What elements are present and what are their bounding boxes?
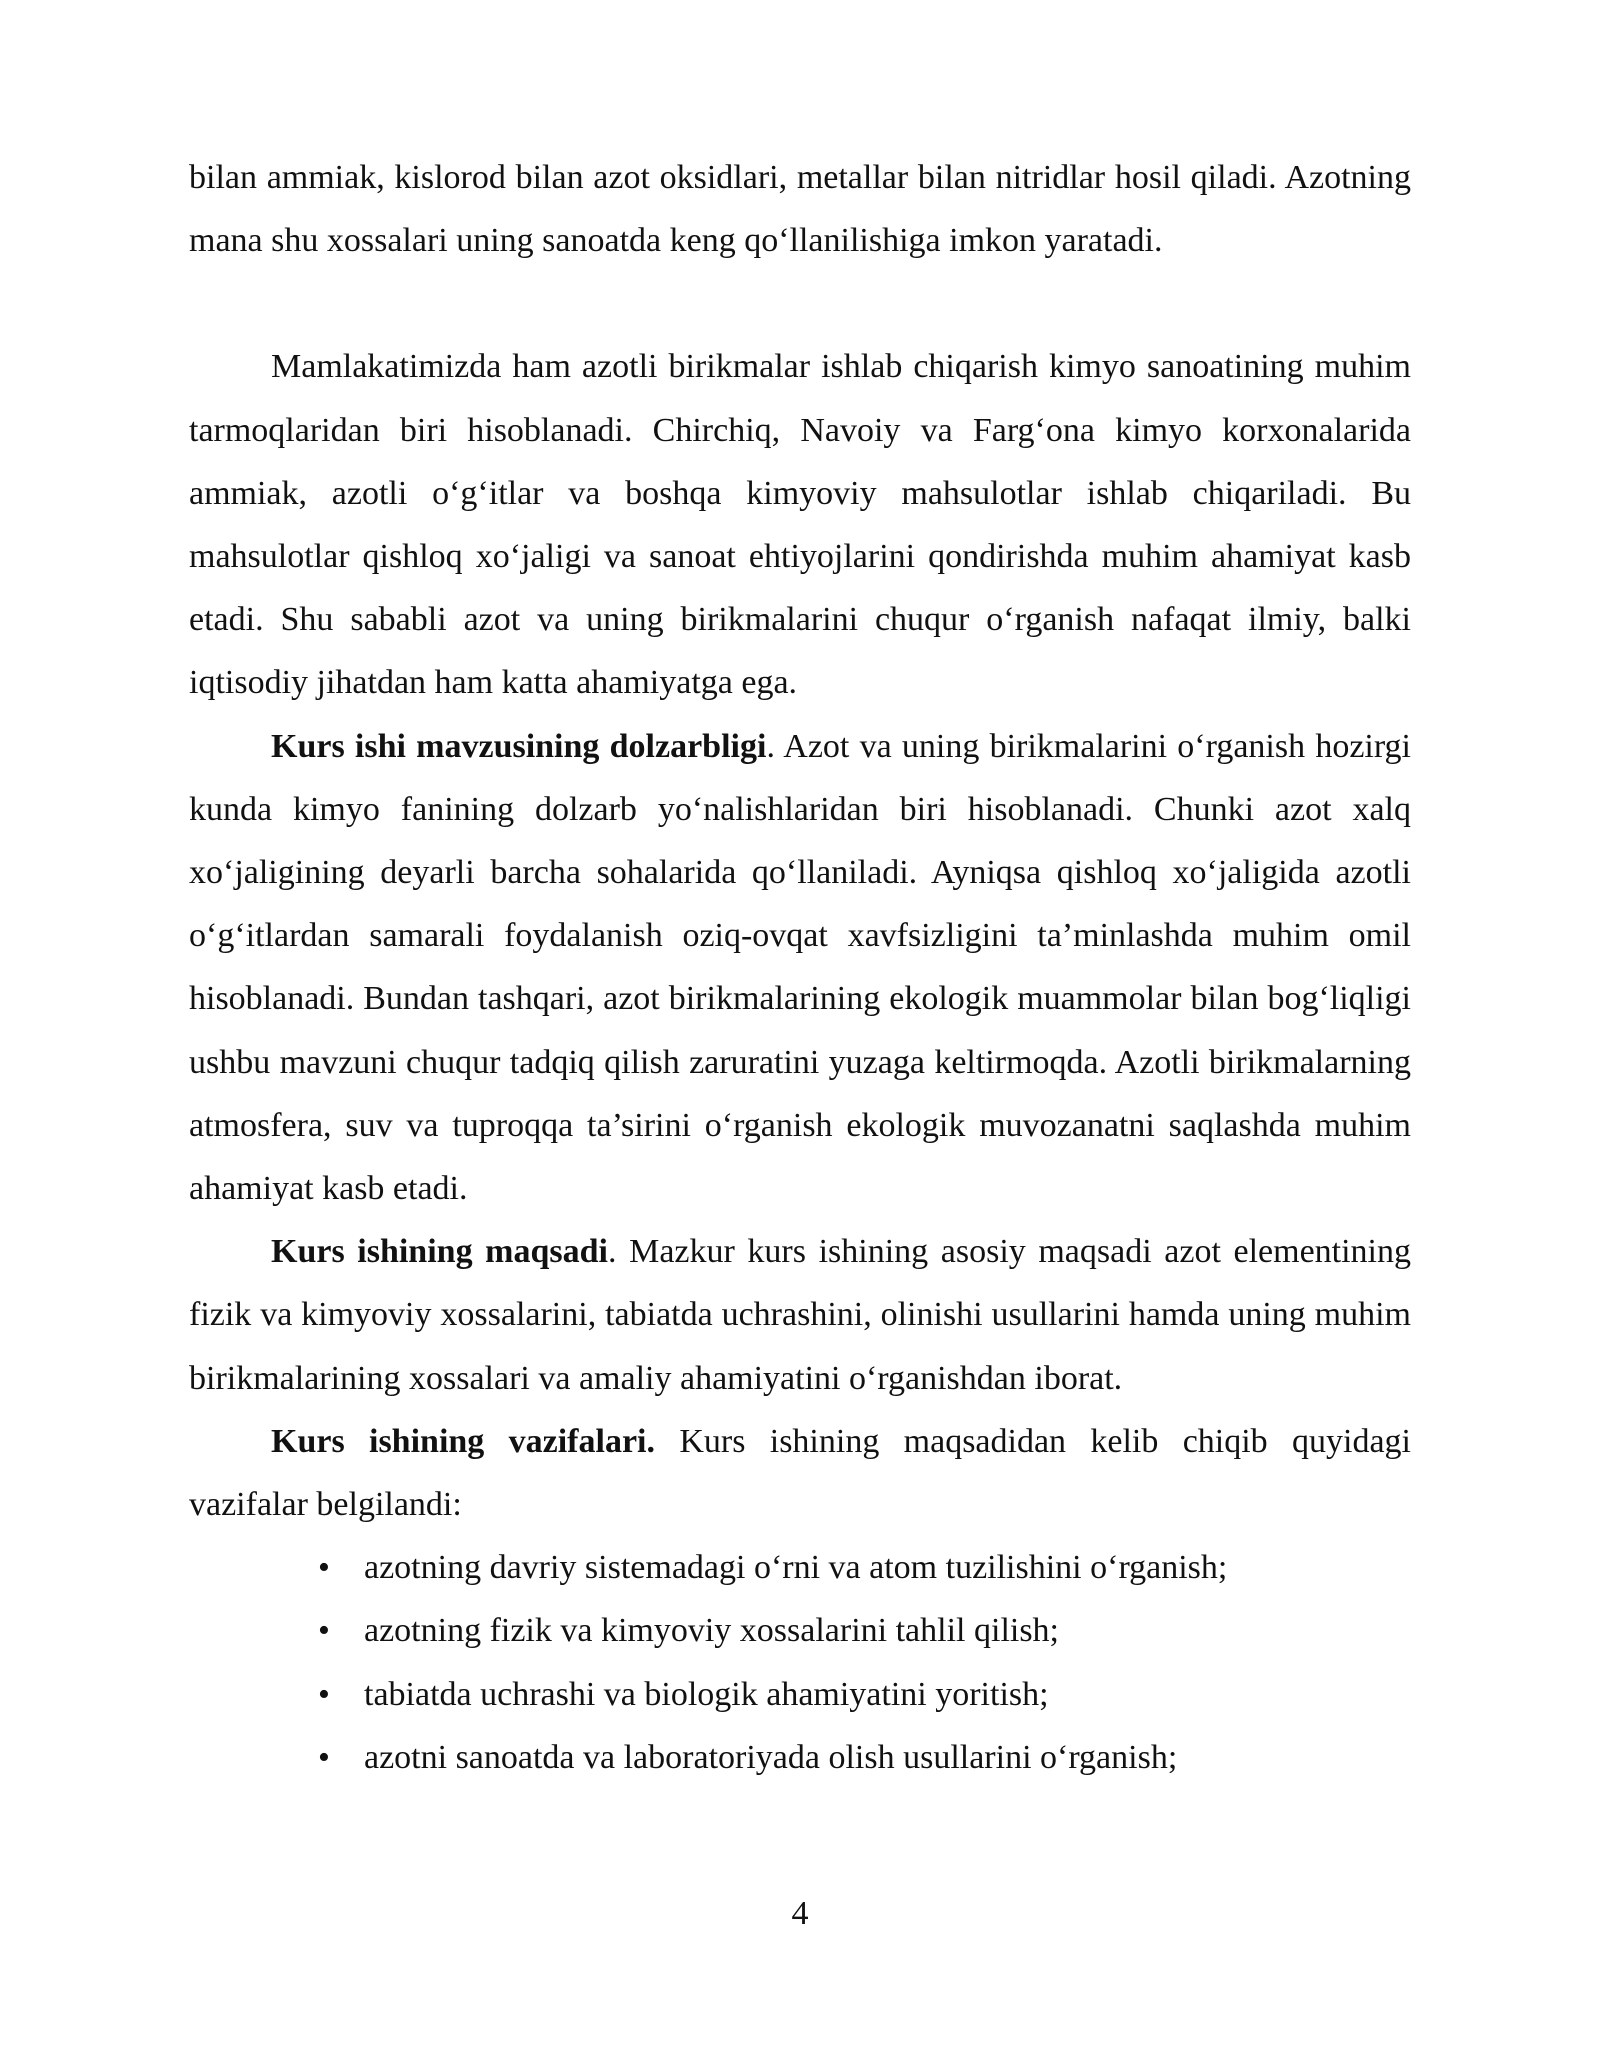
list-item-text: azotning fizik va kimyoviy xossalarini tahlil qilish; <box>364 1612 1060 1650</box>
paragraph-relevance <box>189 715 1411 1221</box>
paragraph-industry: Mamlakatimizda ham azotli birikmalar ishlab chiqarish kimyo sanoatining muhim tarmoqlaridan biri hisoblanadi. Chirchiq, Navoiy va Farg‘ona kimyo korxonalarida ammiak, azotli o‘g‘itlar va boshqa kimyoviy mahsulotlar ishlab chiqariladi. Bu mahsulotlar qishloq xo‘jaligi va sanoat ehtiyojlarini qondirishda muhim ahamiyat kasb etadi. Shu sababli azot va uning birikmalarini chuqur o‘rganish nafaqat ilmiy, balki iqtisodiy jihatdan ham katta ahamiyatga ega. <box>189 348 1411 702</box>
tasks-text: Kurs ishining maqsadidan kelib chiqib quyidagi vazifalar belgilandi: <box>189 1422 1411 1524</box>
list-item <box>318 1663 1411 1726</box>
bullet-icon: • <box>318 1612 330 1650</box>
document-page <box>189 146 1411 1789</box>
paragraph-tasks <box>189 1410 1411 1536</box>
task-list <box>189 1536 1411 1789</box>
paragraph-continuation: bilan ammiak, kislorod bilan azot oksidlari, metallar bilan nitridlar hosil qiladi. Azotning mana shu xossalari uning sanoatda keng qo‘llanilishiga imkon yaratadi. <box>189 159 1411 260</box>
relevance-text: . Azot va uning birikmalarini o‘rganish hozirgi kunda kimyo fanining dolzarb yo‘nalishlaridan biri hisoblanadi. Chunki azot xalq xo‘jaligining deyarli barcha sohalarida qo‘llaniladi. Ayniqsa qishloq xo‘jaligida azotli o‘g‘itlardan samarali foydalanish oziq-ovqat xavfsizligini ta’minlashda muhim omil hisoblanadi. Bundan tashqari, azot birikmalarining ekologik muammolar bilan bog‘liqligi ushbu mavzuni chuqur tadqiq qilish zaruratini yuzaga keltirmoqda. Azotli birikmalarning atmosfera, suv va tuproqqa ta’sirini o‘rganish ekologik muvozanatni saqlashda muhim ahamiyat kasb etadi. <box>189 727 1412 1208</box>
list-item <box>318 1599 1411 1662</box>
bullet-icon: • <box>318 1675 330 1713</box>
list-item-text: azotning davriy sistemadagi o‘rni va atom tuzilishini o‘rganish; <box>364 1549 1228 1587</box>
paragraph-spacer <box>189 272 1411 335</box>
list-item-text: azotni sanoatda va laboratoriyada olish usullarini o‘rganish; <box>364 1738 1178 1776</box>
page-number: 4 <box>791 1895 809 1932</box>
goal-text: . Mazkur kurs ishining asosiy maqsadi azot elementining fizik va kimyoviy xossalarini, tabiatda uchrashini, olinishi usullarini hamda uning muhim birikmalarining xossalari va amaliy ahamiyatini o‘rganishdan iborat. <box>189 1233 1412 1397</box>
tasks-heading: Kurs ishining vazifalari. <box>271 1422 655 1460</box>
goal-heading: Kurs ishining maqsadi <box>271 1233 608 1271</box>
list-item <box>318 1536 1411 1599</box>
paragraph-goal <box>189 1220 1411 1410</box>
bullet-icon: • <box>318 1738 330 1776</box>
list-item <box>318 1726 1411 1789</box>
relevance-heading: Kurs ishi mavzusining dolzarbligi <box>271 727 767 765</box>
list-item-text: tabiatda uchrashi va biologik ahamiyatini yoritish; <box>364 1675 1049 1713</box>
bullet-icon: • <box>318 1549 330 1587</box>
